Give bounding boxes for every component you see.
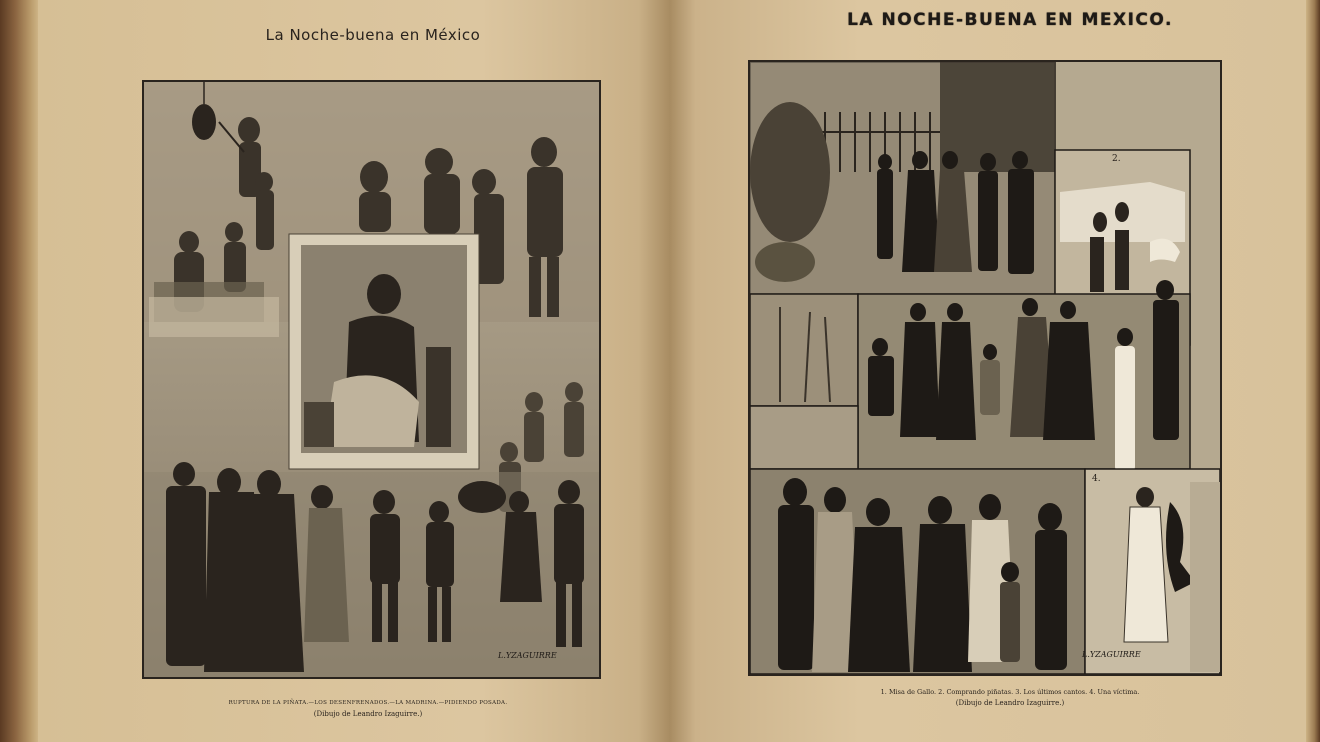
right-signature: L.YZAGUIRRE [1082, 650, 1141, 659]
book-edge-right [1306, 0, 1320, 742]
right-illustration [748, 60, 1222, 676]
left-credit: (Dibujo de Leandro Izaguirre.) [313, 710, 423, 718]
right-page [670, 0, 1306, 742]
right-credit: (Dibujo de Leandro Izaguirre.) [955, 699, 1065, 707]
left-page [38, 0, 670, 742]
scene-number-4: 4. [1092, 474, 1101, 484]
left-page-title: La Noche-buena en México [265, 26, 481, 44]
left-caption: RUPTURA DE LA PIÑATA.—LOS DESENFRENADOS.—LA MADRINA.—PIDIENDO POSADA. [228, 700, 508, 706]
right-page-title: LA NOCHE-BUENA EN MEXICO. [847, 10, 1173, 30]
left-illustration [142, 80, 601, 679]
right-caption: 1. Misa de Gallo. 2. Comprando piñatas. 3. Los últimos cantos. 4. Una víctima. [880, 688, 1140, 696]
scene-number-2: 2. [1112, 154, 1121, 164]
book-edge-left [0, 0, 38, 742]
left-signature: L.YZAGUIRRE [498, 651, 557, 660]
left-illustration-art [144, 82, 599, 677]
right-illustration-art [750, 62, 1220, 674]
